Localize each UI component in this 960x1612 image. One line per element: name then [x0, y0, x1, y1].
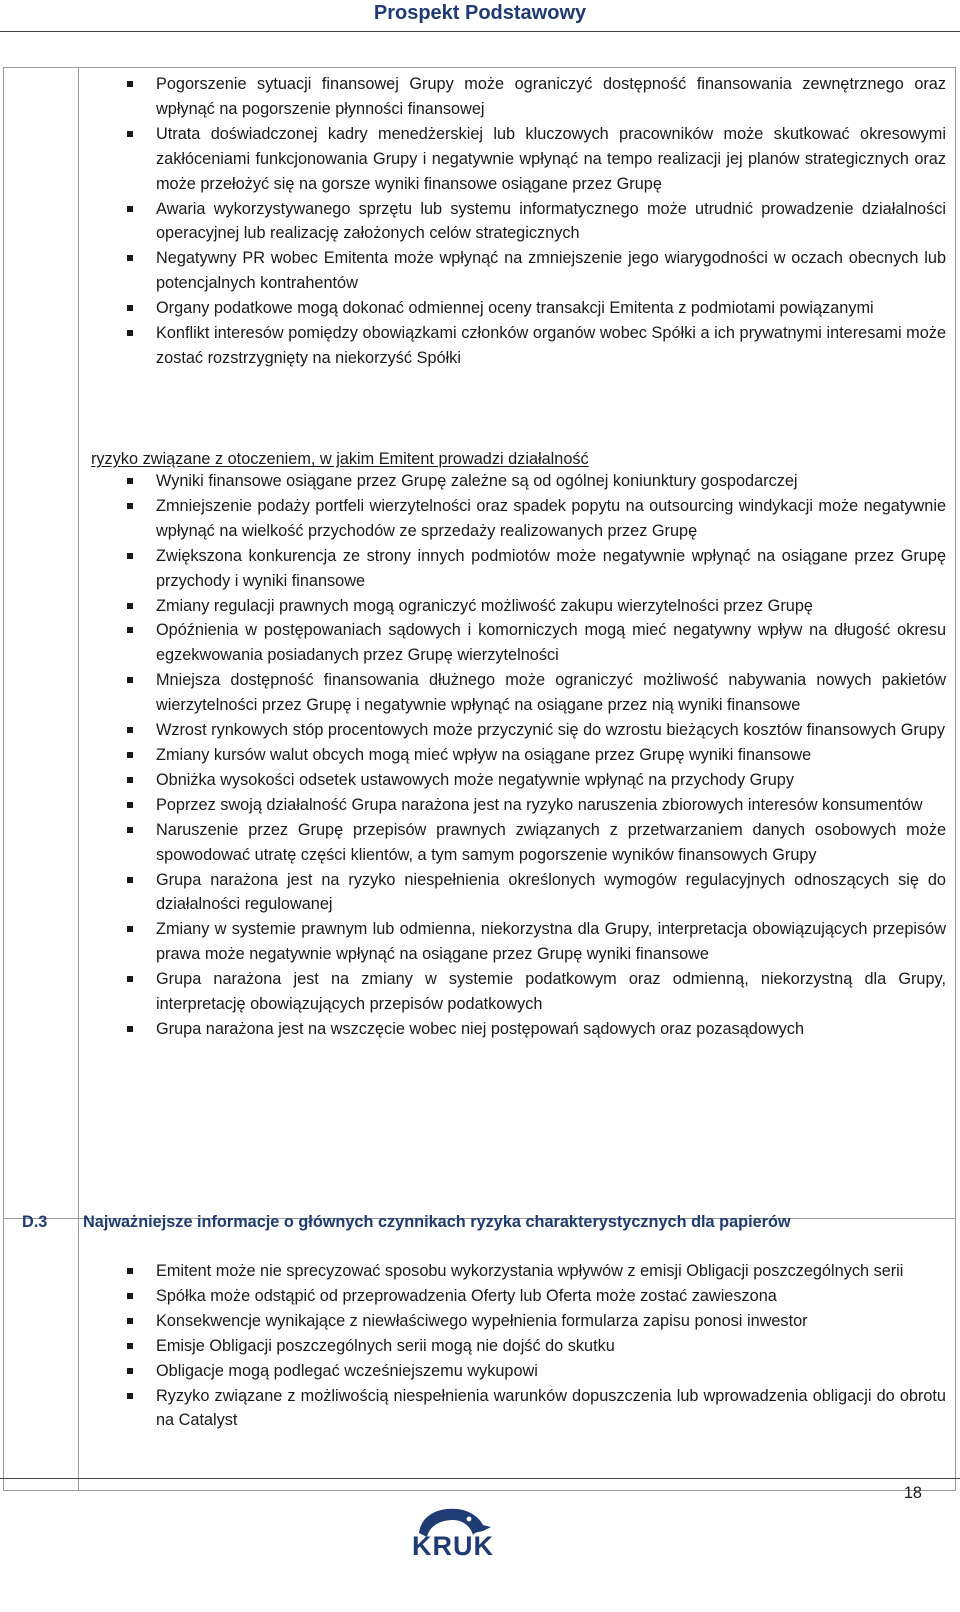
list-item: Emisje Obligacji poszczególnych serii mogą nie dojść do skutku [111, 1334, 946, 1359]
list-item: Grupa narażona jest na wszczęcie wobec niej postępowań sądowych oraz pozasądowych [111, 1017, 946, 1042]
list-item: Zmiany w systemie prawnym lub odmienna, niekorzystna dla Grupy, interpretacja obowiązujących przepisów prawa może negatywnie wpłynąć na osiągane przez Grupę wyniki finansowe [111, 917, 946, 967]
list-item: Ryzyko związane z możliwością niespełnienia warunków dopuszczenia lub wprowadzenia obligacji do obrotu na Catalyst [111, 1384, 946, 1434]
document-header-title: Prospekt Podstawowy [373, 2, 587, 24]
list-item: Emitent może nie sprecyzować sposobu wykorzystania wpływów z emisji Obligacji poszczególnych serii [111, 1259, 946, 1284]
list-item: Grupa narażona jest na ryzyko niespełnienia określonych wymogów regulacyjnych odnoszących się do działalności regulowanej [111, 868, 946, 918]
list-item: Negatywny PR wobec Emitenta może wpłynąć na zmniejszenie jego wiarygodności w oczach obecnych lub potencjalnych kontrahentów [111, 246, 946, 296]
column-divider [78, 68, 79, 1490]
list-item: Spółka może odstąpić od przeprowadzenia Oferty lub Oferta może zostać zawieszona [111, 1284, 946, 1309]
list-item: Awaria wykorzystywanego sprzętu lub systemu informatycznego może utrudnić prowadzenie działalności operacyjnej lub realizację założonych celów strategicznych [111, 197, 946, 247]
list-item: Poprzez swoją działalność Grupa narażona jest na ryzyko naruszenia zbiorowych interesów konsumentów [111, 793, 946, 818]
list-item: Zmiany regulacji prawnych mogą ograniczyć możliwość zakupu wierzytelności przez Grupę [111, 594, 946, 619]
list-item: Zwiększona konkurencja ze strony innych podmiotów może negatywnie wpłynąć na osiągane przez Grupę przychody i wyniki finansowe [111, 544, 946, 594]
list-item: Konsekwencje wynikające z niewłaściwego wypełnienia formularza zapisu ponosi inwestor [111, 1309, 946, 1334]
page-number: 18 [903, 1484, 922, 1502]
list-risk-securities [111, 1259, 946, 1433]
footer-divider [0, 1478, 960, 1479]
list-item: Grupa narażona jest na zmiany w systemie podatkowym oraz odmienną, niekorzystną dla Grupy, interpretację obowiązujących przepisów podatkowych [111, 967, 946, 1017]
logo-text: KRUK [412, 1531, 494, 1561]
list-item: Obniżka wysokości odsetek ustawowych może negatywnie wpłynąć na przychody Grupy [111, 768, 946, 793]
list-item: Utrata doświadczonej kadry menedżerskiej lub kluczowych pracowników może skutkować okresowymi zakłóceniami funkcjonowania Grupy i negatywnie wpłynąć na tempo realizacji jej planów strategicznych oraz może przełożyć się na gorsze wyniki finansowe osiągane przez Grupę [111, 122, 946, 197]
list-item: Naruszenie przez Grupę przepisów prawnych związanych z przetwarzaniem danych osobowych może spowodować utratę części klientów, a tym samym pogorszenie wyników finansowych Grupy [111, 818, 946, 868]
list-item: Zmiany kursów walut obcych mogą mieć wpływ na osiągane przez Grupę wyniki finansowe [111, 743, 946, 768]
list-item: Organy podatkowe mogą dokonać odmiennej oceny transakcji Emitenta z podmiotami powiązanymi [111, 296, 946, 321]
section-code-d3: D.3 [22, 1213, 48, 1231]
list-item: Wzrost rynkowych stóp procentowych może przyczynić się do wzrostu bieżących kosztów finansowych Grupy [111, 718, 946, 743]
list-item: Pogorszenie sytuacji finansowej Grupy może ograniczyć dostępność finansowania zewnętrznego oraz wpłynąć na pogorszenie płynności finansowej [111, 72, 946, 122]
list-item: Wyniki finansowe osiągane przez Grupę zależne są od ogólnej koniunktury gospodarczej [111, 469, 946, 494]
list-item: Obligacje mogą podlegać wcześniejszemu wykupowi [111, 1359, 946, 1384]
list-item: Zmniejszenie podaży portfeli wierzytelności oraz spadek popytu na outsourcing windykacji może negatywnie wpłynąć na wielkość przychodów ze sprzedaży realizowanych przez Grupę [111, 494, 946, 544]
list-item: Konflikt interesów pomiędzy obowiązkami członków organów wobec Spółki a ich prywatnymi interesami może zostać rozstrzygnięty na niekorzyść Spółki [111, 321, 946, 371]
list-risk-environment [111, 469, 946, 1042]
section-title-environment: ryzyko związane z otoczeniem, w jakim Emitent prowadzi działalność [91, 450, 589, 468]
section-title-d3: Najważniejsze informacje o głównych czynnikach ryzyka charakterystycznych dla papierów [83, 1213, 791, 1231]
list-risk-group [111, 72, 946, 371]
header-divider [0, 31, 960, 32]
list-item: Mniejsza dostępność finansowania dłużnego może ograniczyć możliwość nabywania nowych pakietów wierzytelności przez Grupę i negatywnie wpłynąć na osiągane przez nią wyniki finansowe [111, 668, 946, 718]
list-item: Opóźnienia w postępowaniach sądowych i komorniczych mogą mieć negatywny wpływ na długość okresu egzekwowania posiadanych przez Grupę wierzytelności [111, 618, 946, 668]
